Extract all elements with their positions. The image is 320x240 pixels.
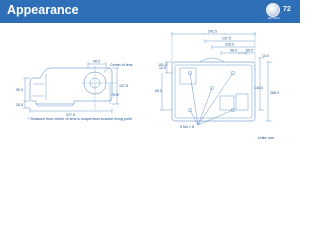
dim-height-right: 137.5 bbox=[119, 84, 128, 88]
units-label: Units: mm bbox=[258, 136, 275, 140]
dim-left-1: 12.5 bbox=[159, 66, 166, 70]
dim-lens-height: 75.5* bbox=[111, 93, 120, 97]
footnote: * Distance from center of lens to suspension bracket fixing point bbox=[28, 117, 132, 121]
screw-label: 5 M4 × 8 bbox=[180, 125, 195, 129]
page-number: 72 bbox=[283, 6, 291, 13]
dim-top-3: 126.0 bbox=[225, 42, 234, 47]
badge-label: EPSON bbox=[268, 16, 280, 20]
dim-top-width: 40.5 bbox=[93, 59, 100, 64]
dim-top-4: 98.5 bbox=[230, 48, 237, 53]
page-title: Appearance bbox=[7, 3, 79, 17]
center-of-lens-label: Center of lens bbox=[110, 63, 133, 67]
dim-left-2: 80.0 bbox=[155, 89, 162, 93]
dim-right-2: 144.0 bbox=[254, 86, 263, 90]
dim-total-width: 227.5 bbox=[66, 113, 75, 117]
dim-top-1: 242.5 bbox=[208, 29, 217, 34]
dim-height-bottom-left: 20.5 bbox=[16, 103, 23, 107]
dim-right-1: 14.0 bbox=[262, 54, 269, 58]
dim-left-3: 101.5 bbox=[158, 63, 167, 67]
dim-right-3: 256.0 bbox=[270, 91, 279, 95]
dim-top-2: 137.5 bbox=[222, 36, 231, 41]
dim-height-left: 90.0 bbox=[16, 88, 23, 92]
dim-top-5: 55.5 bbox=[246, 48, 253, 53]
